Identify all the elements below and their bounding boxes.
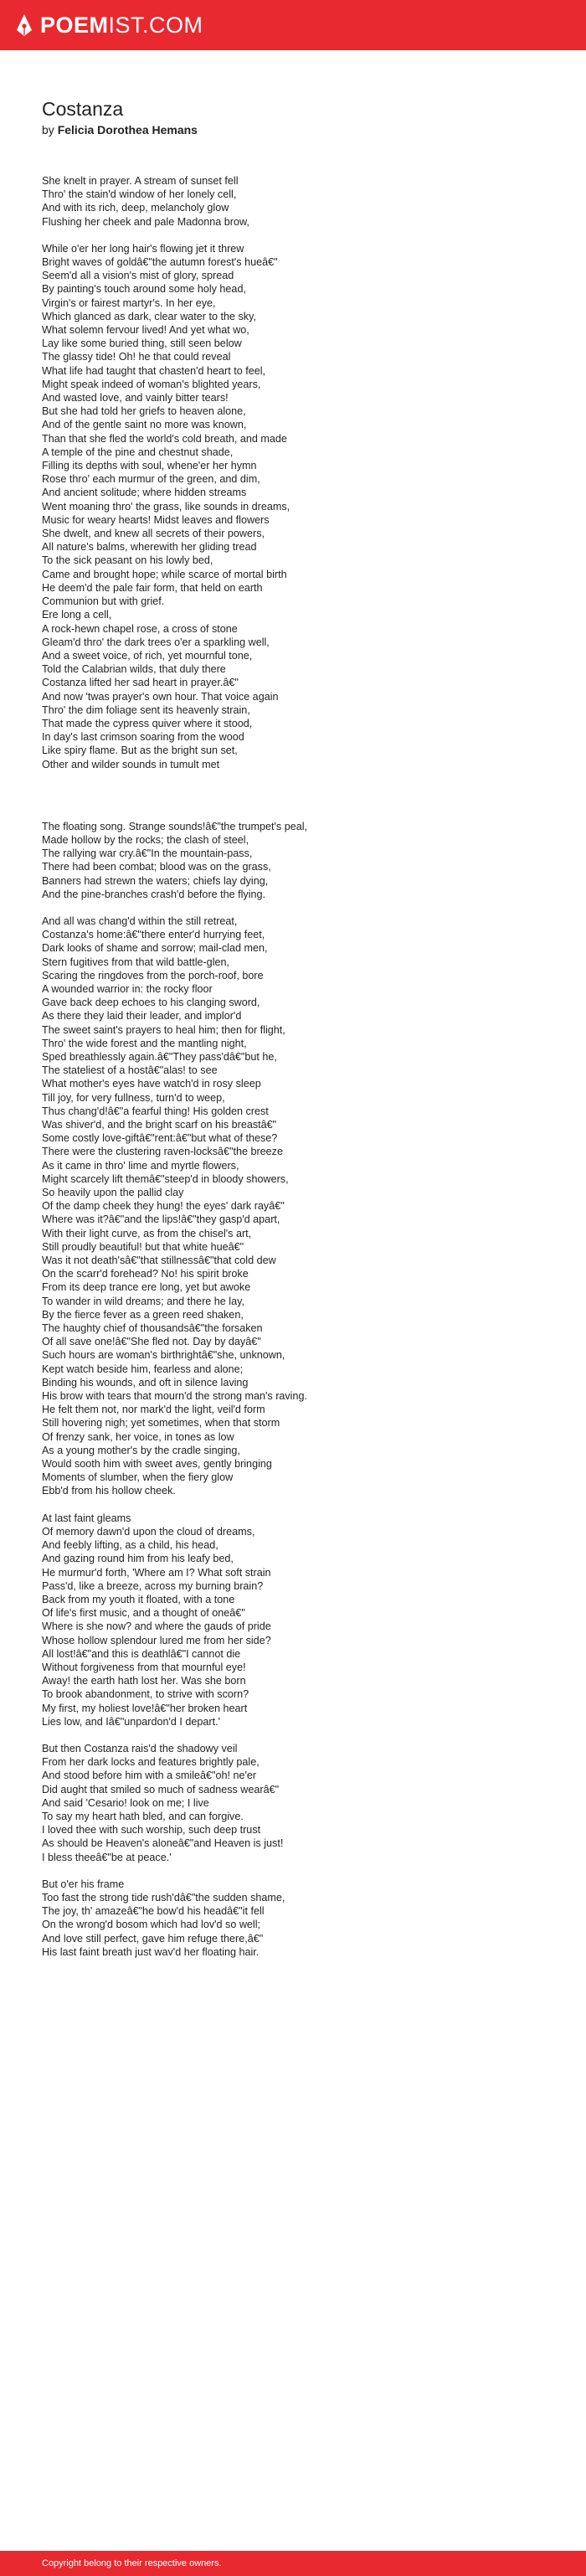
- poem-line: He felt them not, nor mark'd the light, veil'd form: [42, 1404, 265, 1416]
- poem-line: The rallying war cry.â€"In the mountain-pass,: [42, 848, 253, 860]
- poem-line: In day's last crimson soaring from the wood: [42, 731, 244, 744]
- poem-line: All nature's balms, wherewith her gliding tread: [42, 541, 257, 554]
- poem-line: So heavily upon the pallid clay: [42, 1187, 184, 1199]
- poem-line: At last faint gleams: [42, 1512, 131, 1524]
- poem-line: To brook abandonment, to strive with scorn?: [42, 1688, 249, 1701]
- site-header: [0, 0, 586, 50]
- poem-line: His last faint breath just wav'd her floating hair.: [42, 1945, 260, 1958]
- poem-line: To wander in wild dreams; and there he lay,: [42, 1295, 244, 1307]
- poem-line: All lost!â€"and this is deathlâ€"I cannot die: [42, 1647, 241, 1660]
- poem-line: Might scarcely lift themâ€"steep'd in bloody showers,: [42, 1172, 289, 1185]
- poem-line: Still proudly beautiful! but that white hueâ€": [42, 1240, 244, 1253]
- poem-line: Thro' the dim foliage sent its heavenly strain,: [42, 703, 250, 716]
- poem-line: Back from my youth it floated, with a tone: [42, 1593, 235, 1605]
- poem-line: Virgin's or fairest martyr's. In her eye,: [42, 296, 216, 309]
- poem-line: Did aught that smiled so much of sadness wearâ€": [42, 1783, 280, 1795]
- stanza: [42, 242, 586, 771]
- poem-line: Went moaning thro' the grass, like sounds in dreams,: [42, 500, 290, 513]
- poem-line: Scaring the ringdoves from the porch-roof, bore: [42, 969, 264, 981]
- stanza-gap: [42, 229, 586, 242]
- stanza: [42, 1878, 586, 1959]
- stanza-gap: [42, 1864, 586, 1878]
- poem-line: Which glanced as dark, clear water to the sky,: [42, 310, 256, 322]
- poem-line: Thus chang'd!â€"a fearful thing! His golden crest: [42, 1105, 269, 1117]
- stanza-gap: [42, 1498, 586, 1512]
- poem-line: Sped breathlessly again.â€"They pass'dâ€"but he,: [42, 1050, 277, 1063]
- poem-line: He deem'd the pale fair form, that held on earth: [42, 581, 263, 594]
- poem-line: Of all save one!â€"She fled not. Day by dayâ€": [42, 1336, 261, 1348]
- poem-line: And wasted love, and vainly bitter tears!: [42, 392, 229, 404]
- stanza-gap: [42, 901, 586, 914]
- poem-line: Bright waves of goldâ€"the autumn forest's hueâ€": [42, 256, 278, 269]
- poem-line: She knelt in prayer. A stream of sunset fell: [42, 175, 239, 187]
- poem-line: What life had taught that chasten'd heart to feel,: [42, 364, 266, 377]
- poem-line: Ere long a cell,: [42, 609, 112, 621]
- poem-line: Where is she now? and where the gauds of pride: [42, 1620, 271, 1633]
- poem-line: Costanza lifted her sad heart in prayer.â€": [42, 677, 239, 689]
- poem-line: Was it not death'sâ€"that stillnessâ€"that cold dew: [42, 1255, 276, 1267]
- poem-line: His brow with tears that mourn'd the strong man's raving.: [42, 1390, 307, 1403]
- poem-line: Moments of slumber, when the fiery glow: [42, 1471, 234, 1484]
- poem-line: Whose hollow splendour lured me from her side?: [42, 1634, 271, 1646]
- site-footer: [0, 2551, 586, 2576]
- poem-line: Seem'd all a vision's mist of glory, spread: [42, 270, 234, 282]
- poem-line: Of life's first music, and a thought of oneâ€": [42, 1607, 245, 1620]
- poem-line: My first, my holiest love!â€"her broken heart: [42, 1702, 248, 1714]
- poem-line: The stateliest of a hostâ€"alas! to see: [42, 1064, 218, 1077]
- poem-line: But then Costanza rais'd the shadowy veil: [42, 1742, 238, 1754]
- poem-line: Too fast the strong tide rush'dâ€"the sudden shame,: [42, 1891, 285, 1904]
- poem-line: Still hovering nigh; yet sometimes, when that storm: [42, 1417, 280, 1430]
- poem-line: But o'er his frame: [42, 1878, 125, 1890]
- poem-line: From her dark locks and features brightly pale,: [42, 1756, 260, 1769]
- poem-line: The haughty chief of thousandsâ€"the forsaken: [42, 1322, 263, 1335]
- poem-line: Lies low, and Iâ€"unpardon'd I depart.': [42, 1715, 221, 1728]
- poem-line: A wounded warrior in: the rocky floor: [42, 982, 213, 995]
- stanza-gap: [42, 771, 586, 820]
- poem-line: And feebly lifting, as a child, his head,: [42, 1539, 218, 1552]
- poem-line: On the scarr'd forehead? No! his spirit broke: [42, 1268, 249, 1280]
- pen-nib-icon: [15, 13, 33, 37]
- stanza: [42, 914, 586, 1498]
- poem-line: Kept watch beside him, fearless and alone;: [42, 1363, 244, 1375]
- copyright-text: Copyright belong to their respective owners.: [42, 2558, 222, 2568]
- poem-line: Some costly love-giftâ€"rent:â€"but what of these?: [42, 1132, 278, 1145]
- poem-line: By painting's touch around some holy head,: [42, 283, 246, 296]
- poem-line: To say my heart hath bled, and can forgive.: [42, 1810, 244, 1822]
- poem-line: And love still perfect, gave him refuge there,â€": [42, 1932, 264, 1945]
- poem-line: Told the Calabrian wilds, that duly there: [42, 663, 226, 676]
- stanza: [42, 1742, 586, 1864]
- poem-line: And gazing round him from his leafy bed,: [42, 1553, 234, 1565]
- poem-line: Pass'd, like a breeze, across my burning brain?: [42, 1579, 264, 1592]
- stanza: [42, 1512, 586, 1728]
- poem-line: She dwelt, and knew all secrets of their powers,: [42, 528, 265, 540]
- poem-line: What solemn fervour lived! And yet what wo,: [42, 324, 249, 337]
- poem-line: Other and wilder sounds in tumult met: [42, 758, 220, 770]
- poem-byline: [42, 122, 586, 137]
- poem-line: As a young mother's by the cradle singing,: [42, 1444, 240, 1456]
- poem-line: Banners had strewn the waters; chiefs lay dying,: [42, 874, 269, 887]
- poem-line: A temple of the pine and chestnut shade,: [42, 446, 234, 458]
- poem-line: Filling its depths with soul, whene'er her hymn: [42, 460, 257, 472]
- poem-line: As there they laid their leader, and implor'd: [42, 1010, 242, 1023]
- poem-line: Than that she fled the world's cold breath, and made: [42, 432, 287, 445]
- poem-line: And said 'Cesario! look on me; I live: [42, 1796, 209, 1809]
- poem-line: That made the cypress quiver where it stood,: [42, 717, 253, 729]
- poem-line: Thro' the stain'd window of her lonely cell,: [42, 188, 237, 201]
- poem-line: Gave back deep echoes to his clanging sword,: [42, 997, 260, 1009]
- poem-line: And now 'twas prayer's own hour. That voice again: [42, 690, 279, 703]
- poem-line: While o'er her long hair's flowing jet it threw: [42, 242, 244, 255]
- poem-line: But she had told her griefs to heaven alone,: [42, 405, 246, 418]
- stanza: [42, 820, 586, 901]
- poem-line: Music for weary hearts! Midst leaves and flowers: [42, 513, 270, 526]
- poem-line: On the wrong'd bosom which had lov'd so well;: [42, 1919, 261, 1931]
- poem-line: To the sick peasant on his lowly bed,: [42, 554, 213, 567]
- poem-line: I bless theeâ€"be at peace.': [42, 1851, 172, 1863]
- poem-line: And the pine-branches crash'd before the flying.: [42, 888, 266, 900]
- poem-line: Away! the earth hath lost her. Was she born: [42, 1675, 246, 1687]
- poem-line: And with its rich, deep, melancholy glow: [42, 202, 229, 214]
- poem-line: Might speak indeed of woman's blighted years,: [42, 378, 261, 390]
- poem-line: From its deep trance ere long, yet but awoke: [42, 1281, 251, 1294]
- poem-line: Rose thro' each murmur of the green, and dim,: [42, 473, 260, 486]
- poem-line: What mother's eyes have watch'd in rosy sleep: [42, 1078, 261, 1090]
- poem-line: There were the clustering raven-locksâ€"the breeze: [42, 1146, 283, 1158]
- poem-line: Communion but with grief.: [42, 595, 165, 608]
- poem-line: Binding his wounds, and oft in silence laving: [42, 1376, 249, 1388]
- poem-line: And a sweet voice, of rich, yet mournful tone,: [42, 649, 253, 662]
- poem-line: Of frenzy sank, her voice, in tones as low: [42, 1430, 234, 1443]
- poem-title: Costanza: [42, 98, 124, 120]
- poem-line: Ebb'd from his hollow cheek.: [42, 1485, 176, 1497]
- poem-line: Would sooth him with sweet aves, gently bringing: [42, 1458, 272, 1471]
- poem-line: Flushing her cheek and pale Madonna brow,: [42, 215, 249, 228]
- stanza-gap: [42, 1728, 586, 1742]
- poem-line: Came and brought hope; while scarce of mortal birth: [42, 568, 287, 580]
- site-logo-link[interactable]: [15, 13, 203, 39]
- poem-line: The sweet saint's prayers to heal him; then for flight,: [42, 1023, 285, 1036]
- poem-line: Like spiry flame. But as the bright sun set,: [42, 744, 238, 757]
- poem-line: Gleam'd thro' the dark trees o'er a sparkling well,: [42, 636, 270, 648]
- poem-line: Such hours are woman's birthrightâ€"she, unknown,: [42, 1349, 285, 1362]
- poem-line: Thro' the wide forest and the mantling night,: [42, 1037, 247, 1049]
- poem-line: Without forgiveness from that mournful eye!: [42, 1661, 246, 1673]
- poem-line: As should be Heaven's aloneâ€"and Heaven is just!: [42, 1837, 284, 1850]
- poem-body: [42, 174, 586, 1959]
- poem-line: With their light curve, as from the chisel's art,: [42, 1227, 252, 1239]
- poem-line: The glassy tide! Oh! he that could reveal: [42, 351, 231, 363]
- poem-line: He murmur'd forth, 'Where am I? What soft strain: [42, 1566, 271, 1579]
- poem-line: There had been combat; blood was on the grass,: [42, 861, 271, 873]
- poem-line: And all was chang'd within the still retreat,: [42, 914, 238, 927]
- poem-line: Dark looks of shame and sorrow; mail-clad men,: [42, 942, 268, 955]
- poem-line: Was shiver'd, and the bright scarf on his breastâ€": [42, 1119, 277, 1131]
- poem-line: I loved thee with such worship, such deep trust: [42, 1824, 261, 1837]
- site-name: POEMIST.COM: [40, 12, 203, 38]
- poem-content: [0, 50, 586, 1959]
- poem-line: The joy, th' amazeâ€"he bow'd his headâ€"it fell: [42, 1905, 265, 1918]
- poem-line: Made hollow by the rocks; the clash of steel,: [42, 833, 249, 846]
- poem-line: Lay like some buried thing, still seen below: [42, 337, 242, 350]
- poem-line: And of the gentle saint no more was known,: [42, 419, 247, 431]
- byline-prefix: by: [42, 123, 54, 137]
- poem-line: Stern fugitives from that wild battle-glen,: [42, 956, 229, 968]
- poem-line: And ancient solitude; where hidden streams: [42, 487, 247, 499]
- poem-line: Of the damp cheek they hung! the eyes' dark rayâ€": [42, 1200, 285, 1213]
- poem-line: By the fierce fever as a green reed shaken,: [42, 1308, 244, 1321]
- poem-line: Costanza's home:â€"there enter'd hurrying feet,: [42, 929, 265, 941]
- poem-line: Where was it?â€"and the lips!â€"they gasp'd apart,: [42, 1213, 280, 1226]
- poem-line: As it came in thro' lime and myrtle flowers,: [42, 1159, 239, 1172]
- poem-line: A rock-hewn chapel rose, a cross of stone: [42, 622, 238, 635]
- poem-line: And stood before him with a smileâ€"oh! ne'er: [42, 1770, 257, 1782]
- poem-line: Of memory dawn'd upon the cloud of dreams,: [42, 1525, 255, 1538]
- author-name: Felicia Dorothea Hemans: [57, 123, 198, 137]
- poem-line: The floating song. Strange sounds!â€"the trumpet's peal,: [42, 820, 308, 832]
- poem-line: Till joy, for very fullness, turn'd to weep,: [42, 1091, 225, 1104]
- stanza: [42, 174, 586, 229]
